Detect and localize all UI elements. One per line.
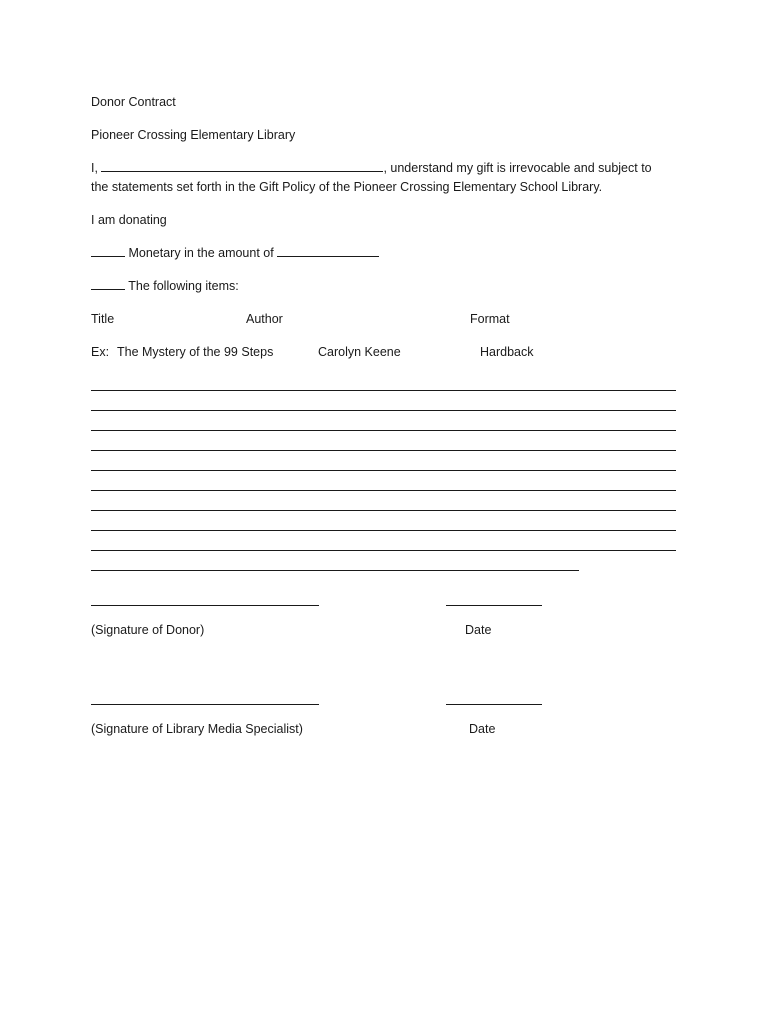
specialist-date-label: Date [469, 722, 496, 736]
item-entry-line[interactable] [91, 410, 676, 411]
item-entry-line[interactable] [91, 430, 676, 431]
donor-date-label: Date [465, 623, 492, 637]
document-heading: Donor Contract [91, 95, 176, 109]
option-items [91, 278, 239, 294]
item-entry-line[interactable] [91, 530, 676, 531]
donor-name-blank[interactable] [101, 171, 383, 172]
monetary-amount-blank[interactable] [277, 256, 379, 257]
donor-signature-label: (Signature of Donor) [91, 623, 205, 637]
pledge-suffix: , understand my gift is irrevocable and subject to [383, 161, 652, 175]
pledge-line-2: the statements set forth in the Gift Policy of the Pioneer Crossing Elementary School Library. [91, 180, 603, 194]
column-format: Format [470, 312, 510, 326]
item-entry-line[interactable] [91, 550, 676, 551]
specialist-signature-label: (Signature of Library Media Specialist) [91, 722, 303, 736]
example-format: Hardback [480, 345, 534, 359]
specialist-signature-line[interactable] [91, 704, 319, 705]
items-label: The following items: [128, 279, 239, 293]
item-entry-line[interactable] [91, 450, 676, 451]
monetary-check-blank[interactable] [91, 256, 125, 257]
specialist-date-line[interactable] [446, 704, 542, 705]
example-author: Carolyn Keene [318, 345, 401, 359]
pledge-prefix: I, [91, 161, 98, 175]
column-author: Author [246, 312, 283, 326]
item-entry-line[interactable] [91, 510, 676, 511]
monetary-label: Monetary in the amount of [128, 246, 274, 260]
donor-signature-line[interactable] [91, 605, 319, 606]
donating-label: I am donating [91, 213, 167, 227]
item-entry-line[interactable] [91, 570, 579, 571]
pledge-line-1 [91, 160, 652, 176]
item-entry-line[interactable] [91, 490, 676, 491]
example-prefix: Ex: [91, 345, 110, 359]
column-title: Title [91, 312, 115, 326]
library-name: Pioneer Crossing Elementary Library [91, 128, 296, 142]
donor-date-line[interactable] [446, 605, 542, 606]
example-title: The Mystery of the 99 Steps [117, 345, 274, 359]
item-entry-line[interactable] [91, 390, 676, 391]
option-monetary [91, 245, 379, 261]
items-check-blank[interactable] [91, 289, 125, 290]
item-entry-line[interactable] [91, 470, 676, 471]
